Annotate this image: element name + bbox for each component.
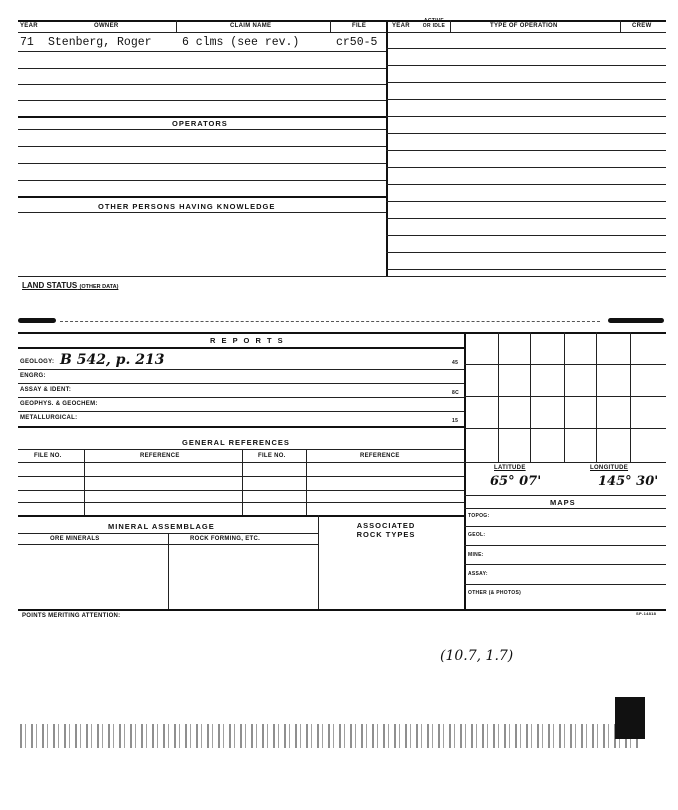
row-line [464,564,666,565]
geophys-label: GEOPHYS. & GEOCHEM: [20,401,98,407]
section-rule [18,116,386,118]
section-rule [18,196,386,198]
map-mine-label: MINE: [468,552,484,558]
row-line [18,68,386,69]
row-line [18,84,386,85]
op-row-line [386,235,666,236]
row-line [18,502,464,503]
entry-claim-name: 6 clms (see rev.) [182,36,300,49]
engrg-label: ENGRG: [20,373,46,379]
form-code: SP-14818 [636,611,657,616]
scan-artifact-block [615,697,645,739]
mineral-rule [18,515,464,517]
handwritten-note: (10.7, 1.7) [440,648,514,664]
land-status-heading: LAND STATUS (OTHER DATA) [22,281,119,290]
op-row-line [386,116,666,117]
divider [330,20,331,32]
row-line [18,476,464,477]
op-row-line [386,48,666,49]
row-line [464,545,666,546]
divider [318,515,319,609]
grid-line [630,332,631,462]
row-line [464,495,666,496]
row-line [464,508,666,509]
row-line [18,129,386,130]
assay-ident-label: ASSAY & IDENT: [20,387,72,393]
other-persons-heading: OTHER PERSONS HAVING KNOWLEDGE [98,202,276,211]
header-type-of-operation: TYPE OF OPERATION [490,23,558,29]
map-assay-label: ASSAY: [468,571,488,577]
mineral-assemblage-heading: MINERAL ASSEMBLAGE [108,522,215,531]
row-line [18,462,464,463]
row-line [18,100,386,101]
map-other-label: OTHER (& PHOTOS) [468,590,522,596]
general-references-heading: GENERAL REFERENCES [182,438,290,447]
row-line [18,397,464,398]
grid-line [464,428,666,429]
op-row-line [386,201,666,202]
divider [306,449,307,515]
longitude-value: 145° 30' [598,474,659,489]
scan-noise [20,724,640,748]
row-line [18,544,318,545]
redaction-mark-left [18,318,56,323]
divider [176,20,177,32]
header-rule [18,32,666,33]
row-line [18,411,464,412]
row-line [18,383,464,384]
op-row-line [386,150,666,151]
row-line [18,163,386,164]
reports-right-divider [464,332,466,609]
row-line [18,490,464,491]
margin-mark-1: 45 [452,360,459,366]
bottom-rule [18,609,666,611]
op-row-line [386,133,666,134]
redaction-mark-right [608,318,664,323]
operators-heading: OPERATORS [172,119,228,128]
ore-minerals-label: ORE MINERALS [50,536,100,542]
general-refs-rule [18,426,464,428]
op-row-line [386,99,666,100]
ref-file-no-2: FILE NO. [258,453,286,459]
op-row-line [386,65,666,66]
grid-line [564,332,565,462]
entry-file: cr50-5 [336,36,378,49]
divider [620,20,621,32]
row-line [18,146,386,147]
grid-line [464,396,666,397]
divider [84,449,85,515]
metallurgical-label: METALLURGICAL: [20,415,78,421]
maps-heading: MAPS [550,498,576,507]
header-year-2: YEAR [392,23,410,29]
header-owner: OWNER [94,23,119,29]
top-rule [18,20,666,22]
grid-line [464,364,666,365]
row-line [18,180,386,181]
row-line [18,212,386,213]
header-active-or-idle: ACTIVE OR IDLE [422,18,446,29]
grid-line [596,332,597,462]
grid-line [530,332,531,462]
header-crew: CREW [632,23,652,29]
geology-value: B 542, p. 213 [60,352,165,368]
row-line [464,526,666,527]
divider [450,20,451,32]
latitude-label: LATITUDE [494,465,526,471]
section-rule [18,276,666,277]
reports-heading: R E P O R T S [210,336,285,345]
land-status-line [60,321,600,322]
header-year: YEAR [20,23,38,29]
rock-forming-label: ROCK FORMING, ETC. [190,536,261,542]
entry-year: 71 [20,36,34,49]
op-row-line [386,269,666,270]
latitude-value: 65° 07' [490,474,542,489]
header-file: FILE [352,23,367,29]
row-line [18,369,464,370]
op-row-line [386,184,666,185]
associated-rock-types-heading: ASSOCIATED ROCK TYPES [356,521,416,539]
reports-top-rule [18,332,666,334]
header-claim-name: CLAIM NAME [230,23,272,29]
op-row-line [386,252,666,253]
map-topog-label: TOPOG: [468,513,490,519]
entry-owner: Stenberg, Roger [48,36,152,49]
grid-line [498,332,499,462]
points-meriting-attention-label: POINTS MERITING ATTENTION: [22,613,121,619]
op-row-line [386,82,666,83]
ref-reference-2: REFERENCE [360,453,400,459]
op-row-line [386,218,666,219]
longitude-label: LONGITUDE [590,465,629,471]
right-column-divider [386,20,388,276]
row-line [464,584,666,585]
row-line [18,51,386,52]
op-row-line [386,167,666,168]
grid-line [464,462,666,463]
reports-rule [18,347,464,349]
margin-mark-3: 15 [452,418,459,424]
geology-label: GEOLOGY: [20,359,55,365]
map-geol-label: GEOL: [468,532,486,538]
margin-mark-2: 8C [452,390,459,396]
divider [242,449,243,515]
ref-file-no-1: FILE NO. [34,453,62,459]
ref-reference-1: REFERENCE [140,453,180,459]
